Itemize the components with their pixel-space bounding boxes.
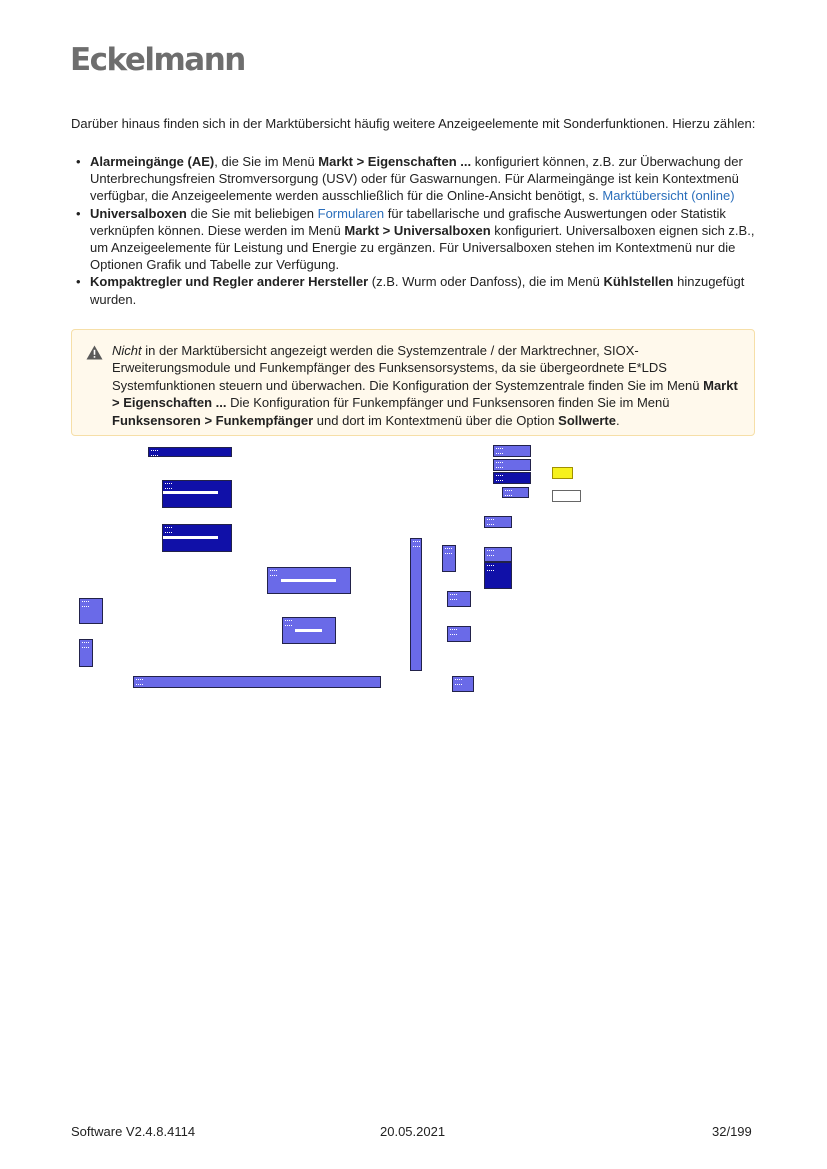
- display-element: [447, 591, 471, 607]
- display-element: [79, 598, 103, 624]
- display-element: [79, 639, 93, 667]
- warning-text: Nicht in der Marktübersicht angezeigt werden die Systemzentrale / der Marktrechner, SIOX-Erweiterungsmodule und Funkempfänger des Funksensorsystems, da sie übergeordnete E*LDS Systemfunktionen steuern und überwachen. Die Konfiguration der Systemzentrale finden Sie im Menü Markt > Eigenschaften ... Die Konfiguration für Funkempfänger und Funksensoren finden Sie im Menü Funksensoren > Funkempfänger und dort im Kontextmenü über die Option Sollwerte.: [112, 343, 738, 428]
- footer-page-number: 32/199: [712, 1124, 752, 1139]
- display-element: [148, 447, 232, 457]
- link-formularen[interactable]: Formularen: [317, 205, 385, 221]
- display-element: [493, 472, 531, 484]
- footer-software-version: Software V2.4.8.4114: [71, 1124, 196, 1139]
- display-element: [442, 545, 456, 572]
- list-item: • Alarmeingänge (AE), die Sie im Menü Markt > Eigenschaften ... konfiguriert können, z.B. zur Überwachung der Unterbrechungsfreien Stromversorgung (USV) oder für Gaswarnungen. Für Alarmeingänge ist kein Kontextmenü verfügbar, die Anzeigeelemente werden ausschließlich für die Online-Ansicht benötigt, s. Marktübersicht (online): [71, 153, 757, 205]
- display-element: [484, 562, 512, 589]
- display-element: [502, 487, 529, 498]
- display-element: [452, 676, 474, 692]
- eckelmann-logo: Eckelmann: [70, 42, 245, 78]
- display-element: [133, 676, 381, 688]
- display-element: [493, 445, 531, 457]
- display-element: [410, 538, 422, 671]
- link-marktuebersicht-online[interactable]: Marktübersicht (online): [602, 188, 735, 204]
- display-element: [493, 459, 531, 471]
- list-item: • Kompaktregler und Regler anderer Hersteller (z.B. Wurm oder Danfoss), die im Menü Kühlstellen hinzugefügt wurden.: [71, 273, 757, 307]
- display-element: [162, 480, 232, 508]
- intro-paragraph: Darüber hinaus finden sich in der Marktübersicht häufig weitere Anzeigeelemente mit Sonderfunktionen. Hierzu zählen:: [71, 116, 756, 131]
- display-element: [484, 516, 512, 528]
- alarm-input-element: [552, 467, 573, 479]
- display-element: [484, 547, 512, 562]
- universal-box-element: [552, 490, 581, 502]
- footer-date: 20.05.2021: [380, 1124, 446, 1139]
- display-element: [447, 626, 471, 642]
- list-item: • Universalboxen die Sie mit beliebigen Formularen für tabellarische und grafische Auswertungen oder Statistik verknüpfen können. Diese werden im Menü Markt > Universalboxen konfiguriert. Universalboxen eignen sich z.B., um Anzeigeelemente für Leistung und Energie zu ergänzen. Für Universalboxen stehen im Kontextmenü nur die Optionen Grafik und Tabelle zur Verfügung.: [71, 205, 757, 274]
